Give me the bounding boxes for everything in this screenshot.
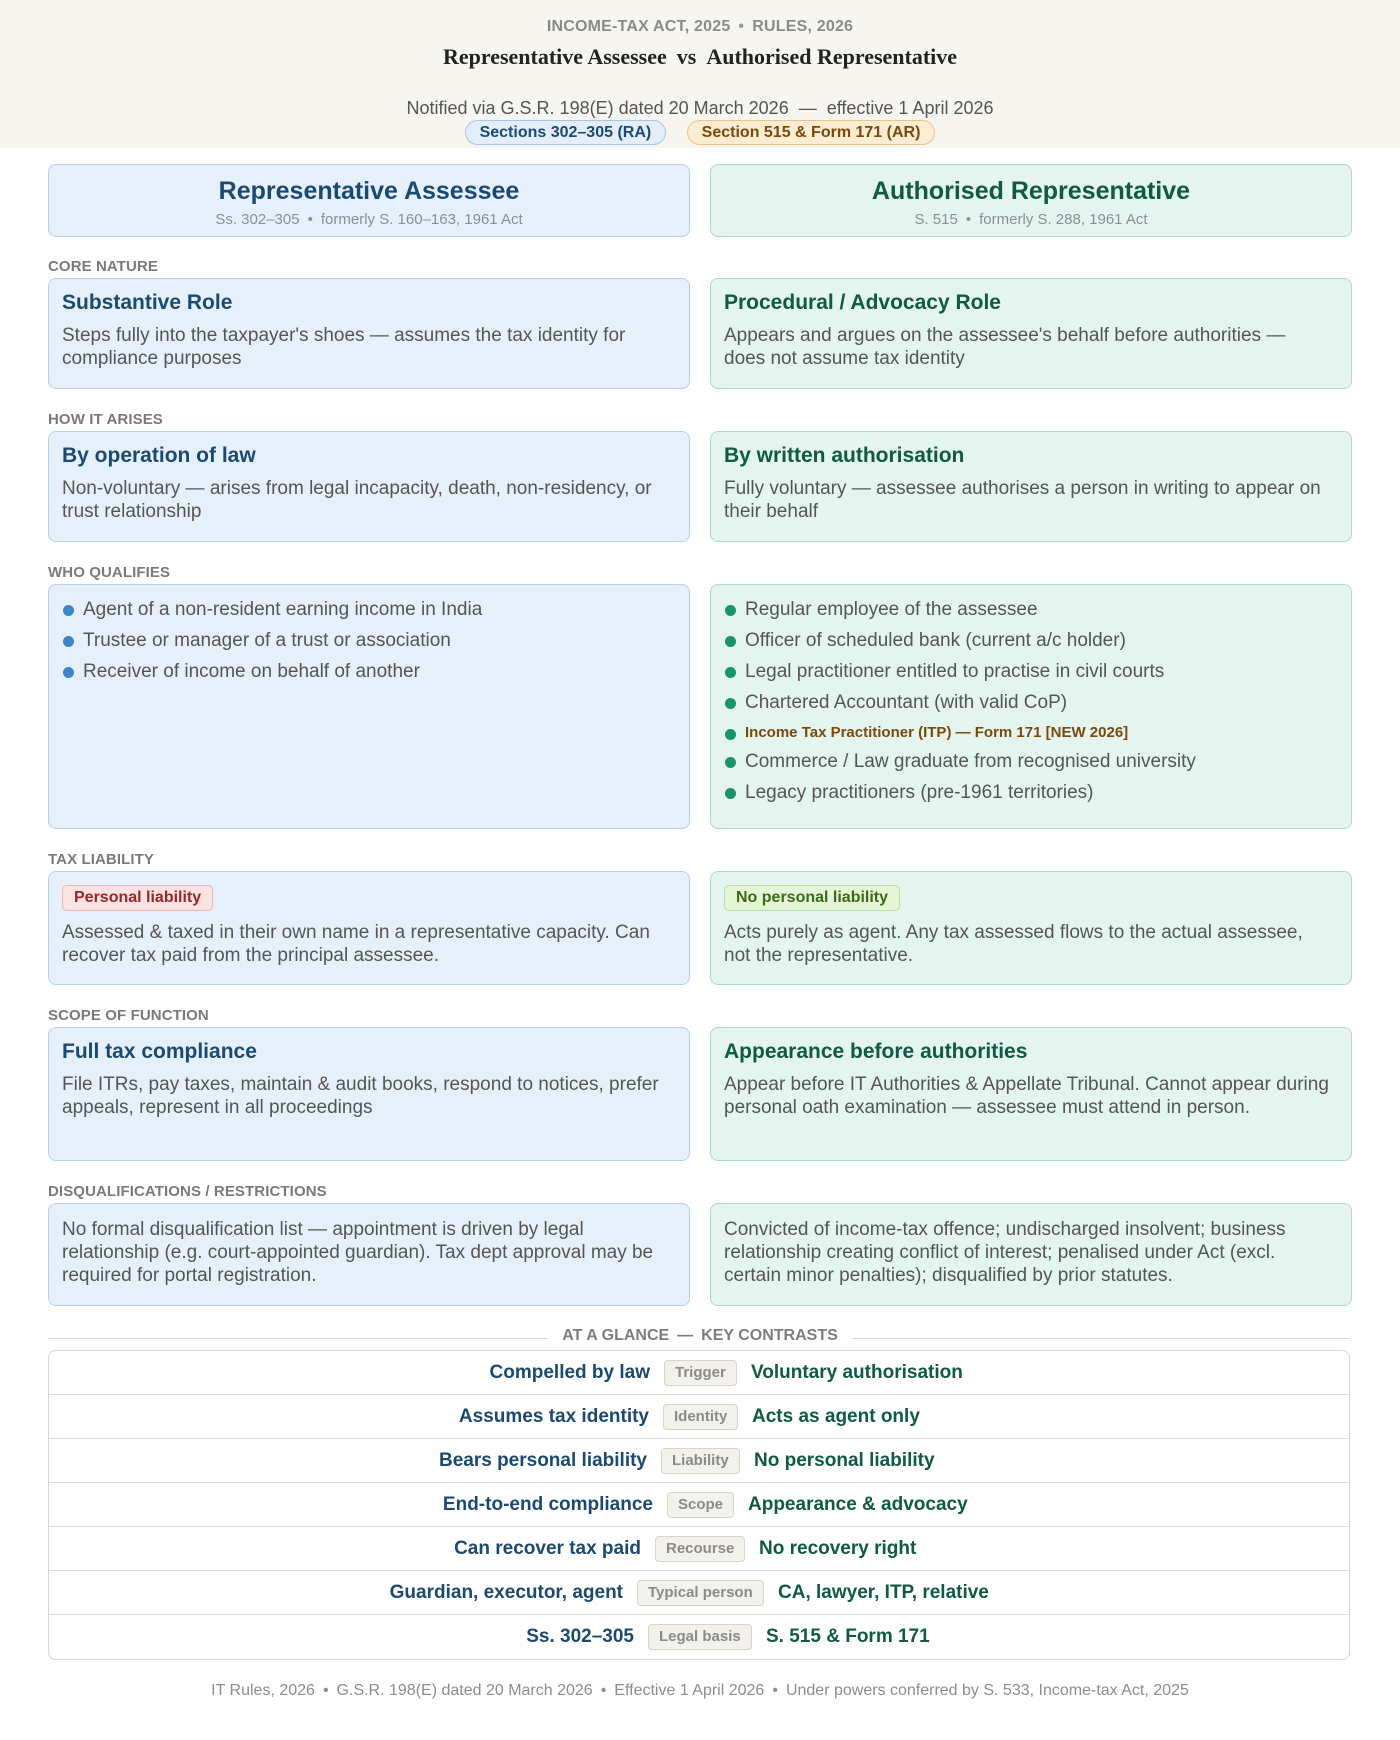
section-label-how-it-arises: HOW IT ARISES [48,411,163,428]
title-right: Authorised Representative [706,44,958,69]
ra-arises-card [48,431,690,542]
ra-scope-text: File ITRs, pay taxes, maintain & audit books, respond to notices, prefer appeals, represent in all proceedings [62,1074,659,1118]
ar-qualifies-card [710,584,1352,829]
list-item-itp-new [725,723,1196,751]
kicker-rules: RULES, 2026 [752,18,854,35]
row-ar-value: No recovery right [759,1538,917,1559]
list-item [63,661,482,692]
notified-gsr: Notified via G.S.R. 198(E) dated 20 March 2026 [406,98,789,118]
ar-sub-sections: S. 515 [914,211,958,228]
ar-sub-formerly: formerly S. 288, 1961 Act [979,211,1148,228]
ra-liability-text: Assessed & taxed in their own name in a representative capacity. Can recover tax paid from the principal assessee. [62,922,650,966]
ra-liability-card [48,871,690,985]
row-category-tag: Typical person [637,1580,764,1606]
row-ra-value: Bears personal liability [438,1450,647,1471]
title-vs: vs [676,44,697,69]
footer-effective: Effective 1 April 2026 [614,1682,765,1699]
list-item-text: Receiver of income on behalf of another [83,661,420,682]
ra-core-text: Steps fully into the taxpayer's shoes — assumes the tax identity for compliance purposes [62,325,626,369]
table-row [49,1571,1349,1615]
row-category-tag: Identity [663,1404,738,1430]
list-item-text: Legacy practitioners (pre-1961 territories) [745,782,1094,803]
pill-ra-sections: Sections 302–305 (RA) [465,120,667,145]
bullet-dot-icon [725,698,736,709]
row-ra-value: Assumes tax identity [458,1406,649,1427]
row-ar-value: CA, lawyer, ITP, relative [778,1582,989,1603]
pill-ar-sections: Section 515 & Form 171 (AR) [687,120,936,145]
glance-heading [0,1327,1400,1345]
ar-core-text: Appears and argues on the assessee's behalf before authorities — does not assume tax identity [724,325,1286,369]
ra-arises-text: Non-voluntary — arises from legal incapacity, death, non-residency, or trust relationship [62,478,652,522]
row-category-tag: Legal basis [648,1624,752,1650]
list-item [725,661,1196,692]
list-item [725,782,1196,813]
no-personal-liability-badge: No personal liability [724,885,900,911]
ar-scope-title: Appearance before authorities [724,1040,1028,1063]
ar-column-title: Authorised Representative [871,177,1191,205]
list-item-text: Trustee or manager of a trust or association [83,630,451,651]
ra-core-title: Substantive Role [62,291,233,314]
bullet-dot-icon [63,605,74,616]
list-item-text: Agent of a non-resident earning income in India [83,599,483,620]
list-item [725,630,1196,661]
notification-line: Notified via G.S.R. 198(E) dated 20 March 2026 — effective 1 April 2026 [406,98,994,118]
kicker-act: INCOME-TAX ACT, 2025 [546,18,731,35]
ra-core-nature-card [48,278,690,389]
bullet-dot-icon [725,729,736,740]
row-category-tag: Liability [661,1448,740,1474]
ra-column-subtitle: Ss. 302–305 • formerly S. 160–163, 1961 Act [215,211,523,228]
row-ar-value: Voluntary authorisation [751,1362,963,1383]
ra-qualifies-list [63,599,482,692]
bullet-dot-icon [63,667,74,678]
ar-scope-text: Appear before IT Authorities & Appellate Tribunal. Cannot appear during personal oath examination — assessee must attend in person. [724,1074,1329,1118]
footer-powers: Under powers conferred by S. 533, Income-tax Act, 2025 [785,1682,1189,1699]
table-row [49,1615,1349,1659]
ra-column-header [48,164,690,237]
ar-column-header [710,164,1352,237]
table-row [49,1483,1349,1527]
table-row [49,1395,1349,1439]
bullet-dot-icon [725,757,736,768]
row-category-tag: Scope [667,1492,734,1518]
row-ra-value: End-to-end compliance [442,1494,653,1515]
ra-disqualifications-text: No formal disqualification list — appointment is driven by legal relationship (e.g. court-appointed guardian). Tax dept approval may be required for portal registration. [62,1219,654,1286]
footer-rules: IT Rules, 2026 [211,1682,315,1699]
row-ar-value: S. 515 & Form 171 [766,1626,930,1647]
ra-qualifies-card [48,584,690,829]
bullet-dot-icon [63,636,74,647]
ar-core-nature-card [710,278,1352,389]
notified-effective: effective 1 April 2026 [826,98,994,118]
ar-disqualifications-card [710,1203,1352,1306]
row-ra-value: Can recover tax paid [454,1538,641,1559]
ar-column-subtitle: S. 515 • formerly S. 288, 1961 Act [914,211,1148,228]
list-item-text: Legal practitioner entitled to practise in civil courts [745,661,1165,682]
footer-gsr: G.S.R. 198(E) dated 20 March 2026 [336,1682,593,1699]
list-item [725,692,1196,723]
footer-citation: IT Rules, 2026 • G.S.R. 198(E) dated 20 March 2026 • Effective 1 April 2026 • Under powers conferred by S. 533, Income-tax Act, 2025 [211,1682,1189,1699]
ra-scope-title: Full tax compliance [62,1040,257,1063]
personal-liability-badge: Personal liability [62,885,213,911]
row-ar-value: Appearance & advocacy [748,1494,968,1515]
glance-heading-text: AT A GLANCE — KEY CONTRASTS [548,1327,852,1344]
table-row [49,1439,1349,1483]
document-kicker: INCOME-TAX ACT, 2025 • RULES, 2026 [546,18,854,35]
header-band [0,0,1400,148]
ar-core-title: Procedural / Advocacy Role [724,291,1001,314]
bullet-dot-icon [725,667,736,678]
table-row [49,1351,1349,1395]
ar-arises-card [710,431,1352,542]
section-label-core-nature: CORE NATURE [48,258,158,275]
ar-arises-text: Fully voluntary — assessee authorises a person in writing to appear on their behalf [724,478,1321,522]
section-label-tax-liability: TAX LIABILITY [48,851,155,868]
ar-liability-text: Acts purely as agent. Any tax assessed flows to the actual assessee, not the representative. [724,922,1303,966]
ra-sub-sections: Ss. 302–305 [215,211,300,228]
section-label-who-qualifies: WHO QUALIFIES [48,564,171,581]
row-ra-value: Guardian, executor, agent [389,1582,623,1603]
list-item [725,599,1196,630]
glance-label-right: KEY CONTRASTS [701,1327,838,1344]
list-item-text: Income Tax Practitioner (ITP) — Form 171 [NEW 2026] [745,724,1129,741]
section-label-disqualifications: DISQUALIFICATIONS / RESTRICTIONS [48,1183,327,1200]
ar-arises-title: By written authorisation [724,444,965,467]
ar-liability-card [710,871,1352,985]
row-ar-value: Acts as agent only [752,1406,920,1427]
list-item [725,751,1196,782]
list-item [63,599,482,630]
bullet-dot-icon [725,605,736,616]
title-left: Representative Assessee [442,44,667,69]
ar-disqualifications-text: Convicted of income-tax offence; undischarged insolvent; business relationship creating conflict of interest; penalised under Act (excl. certain minor penalties); disqualified by prior statutes. [724,1219,1286,1286]
row-category-tag: Trigger [664,1360,737,1386]
ra-sub-formerly: formerly S. 160–163, 1961 Act [320,211,523,228]
row-ar-value: No personal liability [754,1450,935,1471]
ra-disqualifications-card [48,1203,690,1306]
ra-arises-title: By operation of law [62,444,256,467]
ra-column-title: Representative Assessee [218,177,520,205]
ra-scope-card [48,1027,690,1161]
ar-qualifies-list [725,599,1196,813]
table-row [49,1527,1349,1571]
section-label-scope: SCOPE OF FUNCTION [48,1007,209,1024]
bullet-dot-icon [725,636,736,647]
row-ra-value: Ss. 302–305 [526,1626,634,1647]
key-contrasts-table [48,1350,1350,1660]
bullet-dot-icon [725,788,736,799]
page-title [0,44,1400,70]
list-item-text: Chartered Accountant (with valid CoP) [745,692,1068,713]
list-item-text: Commerce / Law graduate from recognised university [745,751,1196,772]
row-category-tag: Recourse [655,1536,745,1562]
row-ra-value: Compelled by law [489,1362,650,1383]
list-item-text: Officer of scheduled bank (current a/c holder) [745,630,1126,651]
list-item [63,630,482,661]
list-item-text: Regular employee of the assessee [745,599,1038,620]
ar-scope-card [710,1027,1352,1161]
section-pills [0,120,1400,145]
glance-label-left: AT A GLANCE [562,1327,670,1344]
